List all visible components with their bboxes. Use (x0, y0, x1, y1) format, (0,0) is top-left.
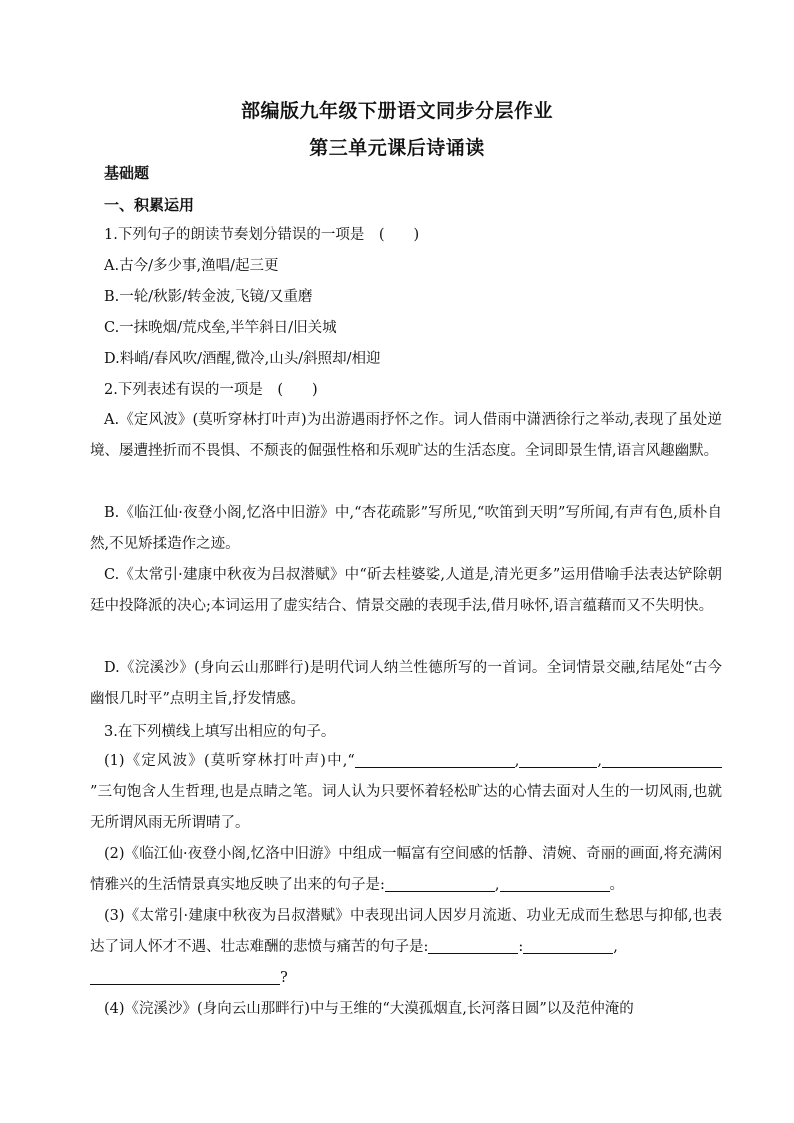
q3-p1-separator: , (514, 753, 520, 769)
question-3-part-2 (90, 839, 722, 901)
answer-blank[interactable] (602, 752, 722, 768)
question-1-option-c: C.一抹晚烟/荒戍垒,半竿斜日/旧关城 (104, 320, 337, 336)
q3-p2-end: 。 (609, 877, 624, 893)
q3-p1-suffix: 三句饱含人生哲理,也是点睛之笔。词人认为只要怀着轻松旷达的心情去面对人生的一切风雨,也就无所谓风雨无所谓晴了。 (90, 784, 722, 831)
q3-p3-separator: , (613, 939, 618, 955)
question-3-part-3 (90, 901, 722, 994)
q3-p3-end: ? (280, 970, 288, 986)
question-3-part-4: (4)《浣溪沙》(身向云山那畔行)中与王维的“大漠孤烟直,长河落日圆”以及范仲淹的 (104, 1001, 634, 1017)
answer-blank[interactable] (523, 938, 613, 954)
q3-p3-prefix: (3)《太常引·建康中秋夜为吕叔潜赋》中表现出词人因岁月流逝、功业无成而生愁思与抑郁,也表达了词人怀才不遇、壮志难酬的悲愤与痛苦的句子是: (90, 908, 722, 955)
q3-p1-prefix: (1)《定风波》(莫听穿林打叶声)中,“ (104, 753, 355, 769)
section-heading: 一、积累运用 (104, 196, 195, 214)
answer-blank[interactable] (500, 876, 610, 892)
document-subtitle: 第三单元课后诗诵读 (309, 137, 485, 159)
answer-blank[interactable] (428, 938, 518, 954)
level-heading: 基础题 (104, 164, 150, 182)
question-1-option-d: D.料峭/春风吹/酒醒,微冷,山头/斜照却/相迎 (104, 351, 381, 367)
question-1-stem: 1.下列句子的朗读节奏划分错误的一项是 ( ) (104, 227, 420, 243)
q3-p3-separator: : (518, 939, 524, 955)
question-1-option-b: B.一轮/秋影/转金波,飞镜/又重磨 (104, 289, 313, 305)
question-3-part-1 (90, 746, 722, 839)
answer-blank[interactable] (519, 752, 597, 768)
q3-p1-close-quote: ” (90, 784, 98, 800)
q3-p2-prefix: (2)《临江仙·夜登小阁,忆洛中旧游》中组成一幅富有空间感的恬静、清婉、奇丽的画面,将充满闲情雅兴的生活情景真实地反映了出来的句子是: (90, 846, 722, 893)
question-3-stem: 3.在下列横线上填写出相应的句子。 (104, 724, 336, 740)
question-2-option-a: A.《定风波》(莫听穿林打叶声)为出游遇雨抒怀之作。词人借雨中潇洒徐行之举动,表现了虽处逆境、屡遭挫折而不畏惧、不颓丧的倔强性格和乐观旷达的生活态度。全词即景生情,语言风趣幽默。 (90, 412, 722, 459)
answer-blank[interactable] (90, 969, 280, 985)
question-2-option-b: B.《临江仙·夜登小阁,忆洛中旧游》中,“杏花疏影”写所见,“吹笛到天明”写所闻,有声有色,质朴自然,不见矫揉造作之迹。 (90, 505, 722, 552)
question-1-option-a: A.古今/多少事,渔唱/起三更 (104, 258, 279, 274)
q3-p1-separator: , (597, 753, 602, 769)
answer-blank[interactable] (385, 876, 495, 892)
question-2-stem: 2.下列表述有误的一项是 ( ) (104, 382, 318, 398)
question-2-option-c: C.《太常引·建康中秋夜为吕叔潜赋》中“斫去桂婆娑,人道是,清光更多”运用借喻手法表达铲除朝廷中投降派的决心;本词运用了虚实结合、情景交融的表现手法,借月咏怀,语言蕴藉而又不失明快。 (90, 567, 722, 614)
question-2-option-d: D.《浣溪沙》(身向云山那畔行)是明代词人纳兰性德所写的一首词。全词情景交融,结尾处“古今幽恨几时平”点明主旨,抒发情感。 (90, 660, 722, 707)
q3-p2-separator: , (494, 877, 500, 893)
document-title: 部编版九年级下册语文同步分层作业 (240, 100, 553, 122)
answer-blank[interactable] (355, 752, 515, 768)
